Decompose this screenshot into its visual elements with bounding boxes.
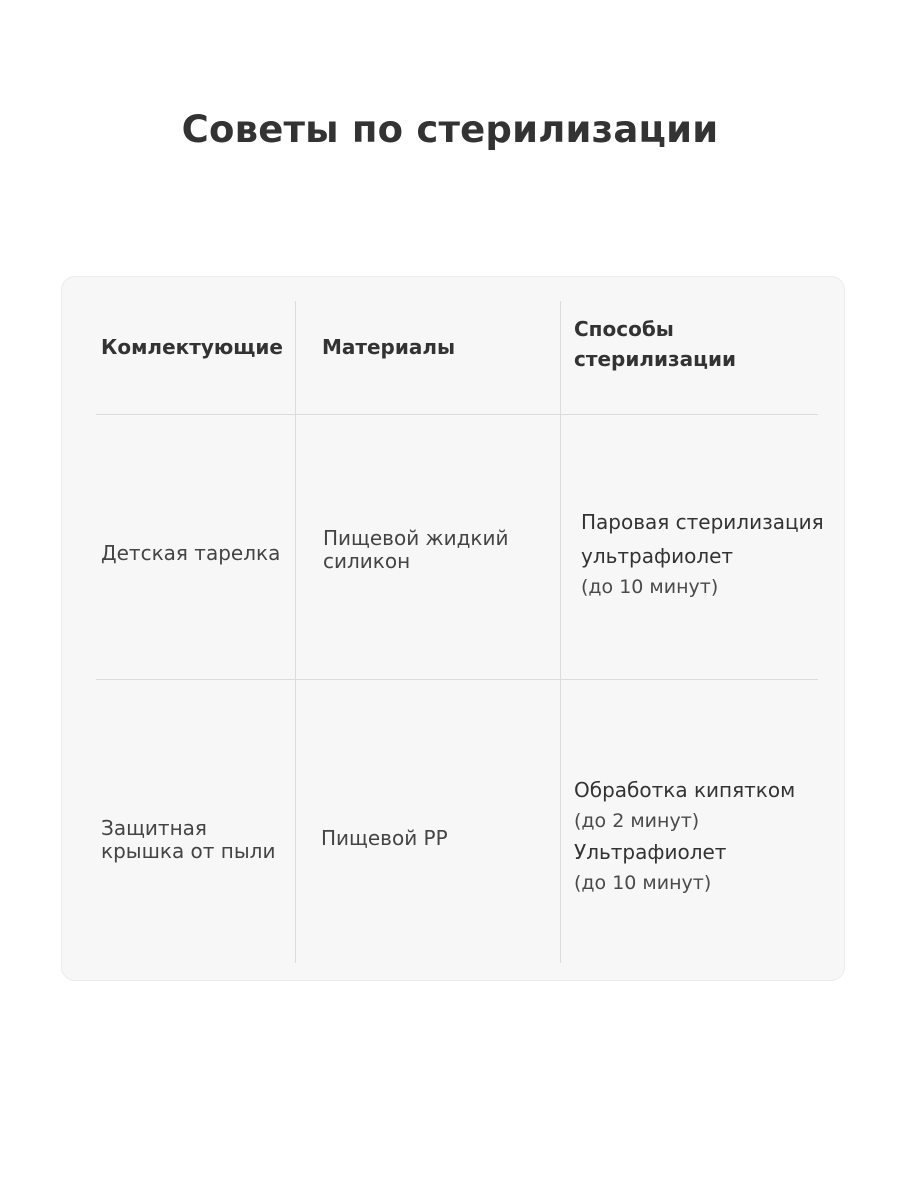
row1-material-line1: Пищевой жидкий [323,526,509,550]
row2-method-line1: Обработка кипятком [574,778,796,802]
column-divider [295,301,296,963]
header-component: Комлектующие [101,335,283,359]
row1-component [101,542,280,565]
row2-component-line2: крышка от пыли [101,839,276,863]
row1-material [323,527,508,573]
row2-material-line1: Пищевой PP [321,826,448,850]
header-methods-line1: Способы [574,317,674,341]
row1-methods [581,504,824,602]
row2-material [321,827,448,850]
row2-methods [574,775,795,899]
row2-method-line3: Ультрафиолет [574,840,727,864]
header-methods-line2: стерилизации [574,347,736,371]
header-methods [574,314,736,374]
header-material: Материалы [322,335,456,359]
row2-method-line2: (до 2 минут) [574,810,700,832]
row2-component-line1: Защитная [101,816,207,840]
row-divider [96,679,818,680]
row-divider [96,414,818,415]
sterilization-table [61,276,845,981]
row1-method-line3: (до 10 минут) [581,576,719,598]
row1-method-line1: Паровая стерилизация [581,510,824,534]
row1-material-line2: силикон [323,549,411,573]
page-title: Советы по стерилизации [181,108,719,151]
row2-method-line4: (до 10 минут) [574,872,712,894]
row1-method-line2: ультрафиолет [581,544,734,568]
row1-component-line1: Детская тарелка [101,541,281,565]
row2-component [101,817,275,863]
column-divider [560,301,561,963]
